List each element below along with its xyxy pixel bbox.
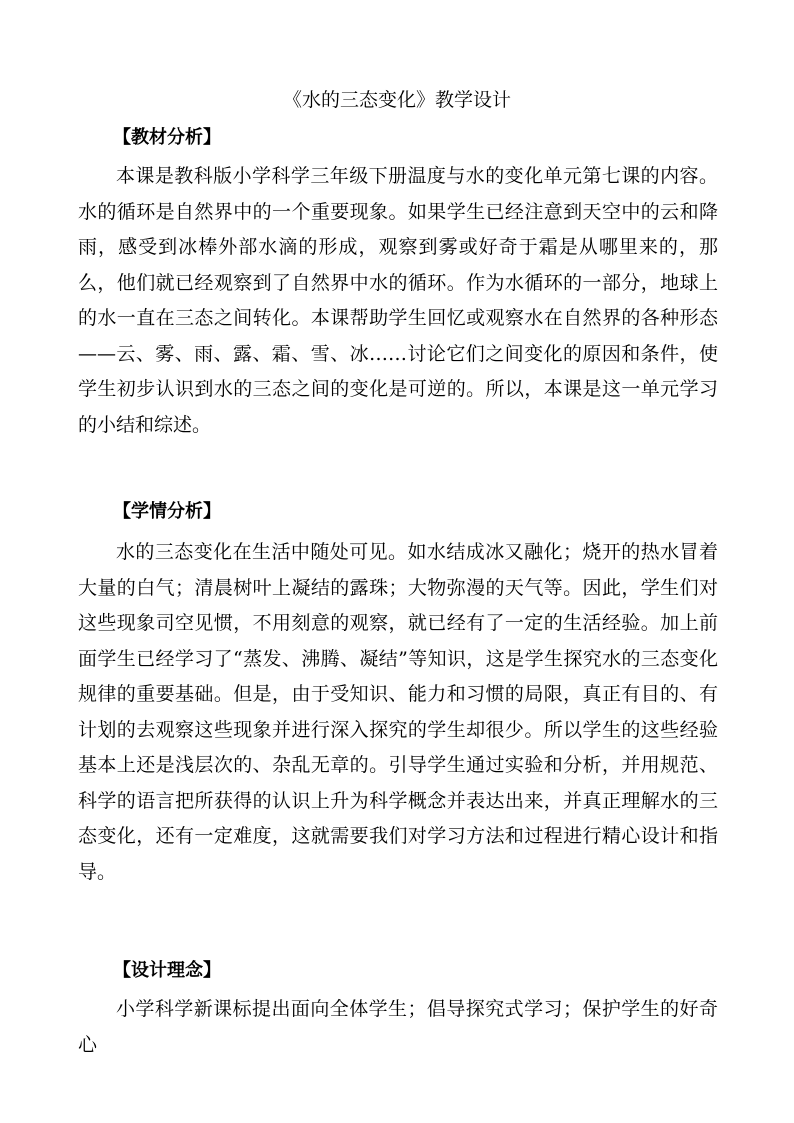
section-heading-student-analysis: 【学情分析】 xyxy=(113,501,221,522)
section-paragraph-design-concept: 小学科学新课标提出面向全体学生；倡导探究式学习；保护学生的好奇心 xyxy=(78,998,718,1056)
section-paragraph-student-analysis: 水的三态变化在生活中随处可见。如水结成冰又融化；烧开的热水冒着大量的白气；清晨树叶上凝结的露珠；大物弥漫的天气等。因此，学生们对这些现象司空见惯，不用刻意的观察，就已经有了一定的生活经验。加上前面学生已经学习了“蒸发、沸腾、凝结”等知识，这是学生探究水的三态变化规律的重要基础。但是，由于受知识、能力和习惯的局限，真正有目的、有计划的去观察这些现象并进行深入探究的学生却很少。所以学生的这些经验基本上还是浅层次的、杂乱无章的。引导学生通过实验和分析，并用规范、科学的语言把所获得的认识上升为科学概念并表达出来，并真正理解水的三态变化，还有一定难度，这就需要我们对学习方法和过程进行精心设计和指导。 xyxy=(78,541,718,883)
section-heading-design-concept: 【设计理念】 xyxy=(113,960,221,981)
document-title: 《水的三态变化》教学设计 xyxy=(282,89,511,111)
section-heading-textbook-analysis: 【教材分析】 xyxy=(113,127,221,148)
section-paragraph-textbook-analysis: 本课是教科版小学科学三年级下册温度与水的变化单元第七课的内容。水的循环是自然界中的一个重要现象。如果学生已经注意到天空中的云和降雨，感受到冰棒外部水滴的形成，观察到雾或好奇于霜是从哪里来的，那么，他们就已经观察到了自然界中水的循环。作为水循环的一部分，地球上的水一直在三态之间转化。本课帮助学生回忆或观察水在自然界的各种形态——云、雾、雨、露、霜、雪、冰……讨论它们之间变化的原因和条件，使学生初步认识到水的三态之间的变化是可逆的。所以，本课是这一单元学习的小结和综述。 xyxy=(78,165,718,436)
